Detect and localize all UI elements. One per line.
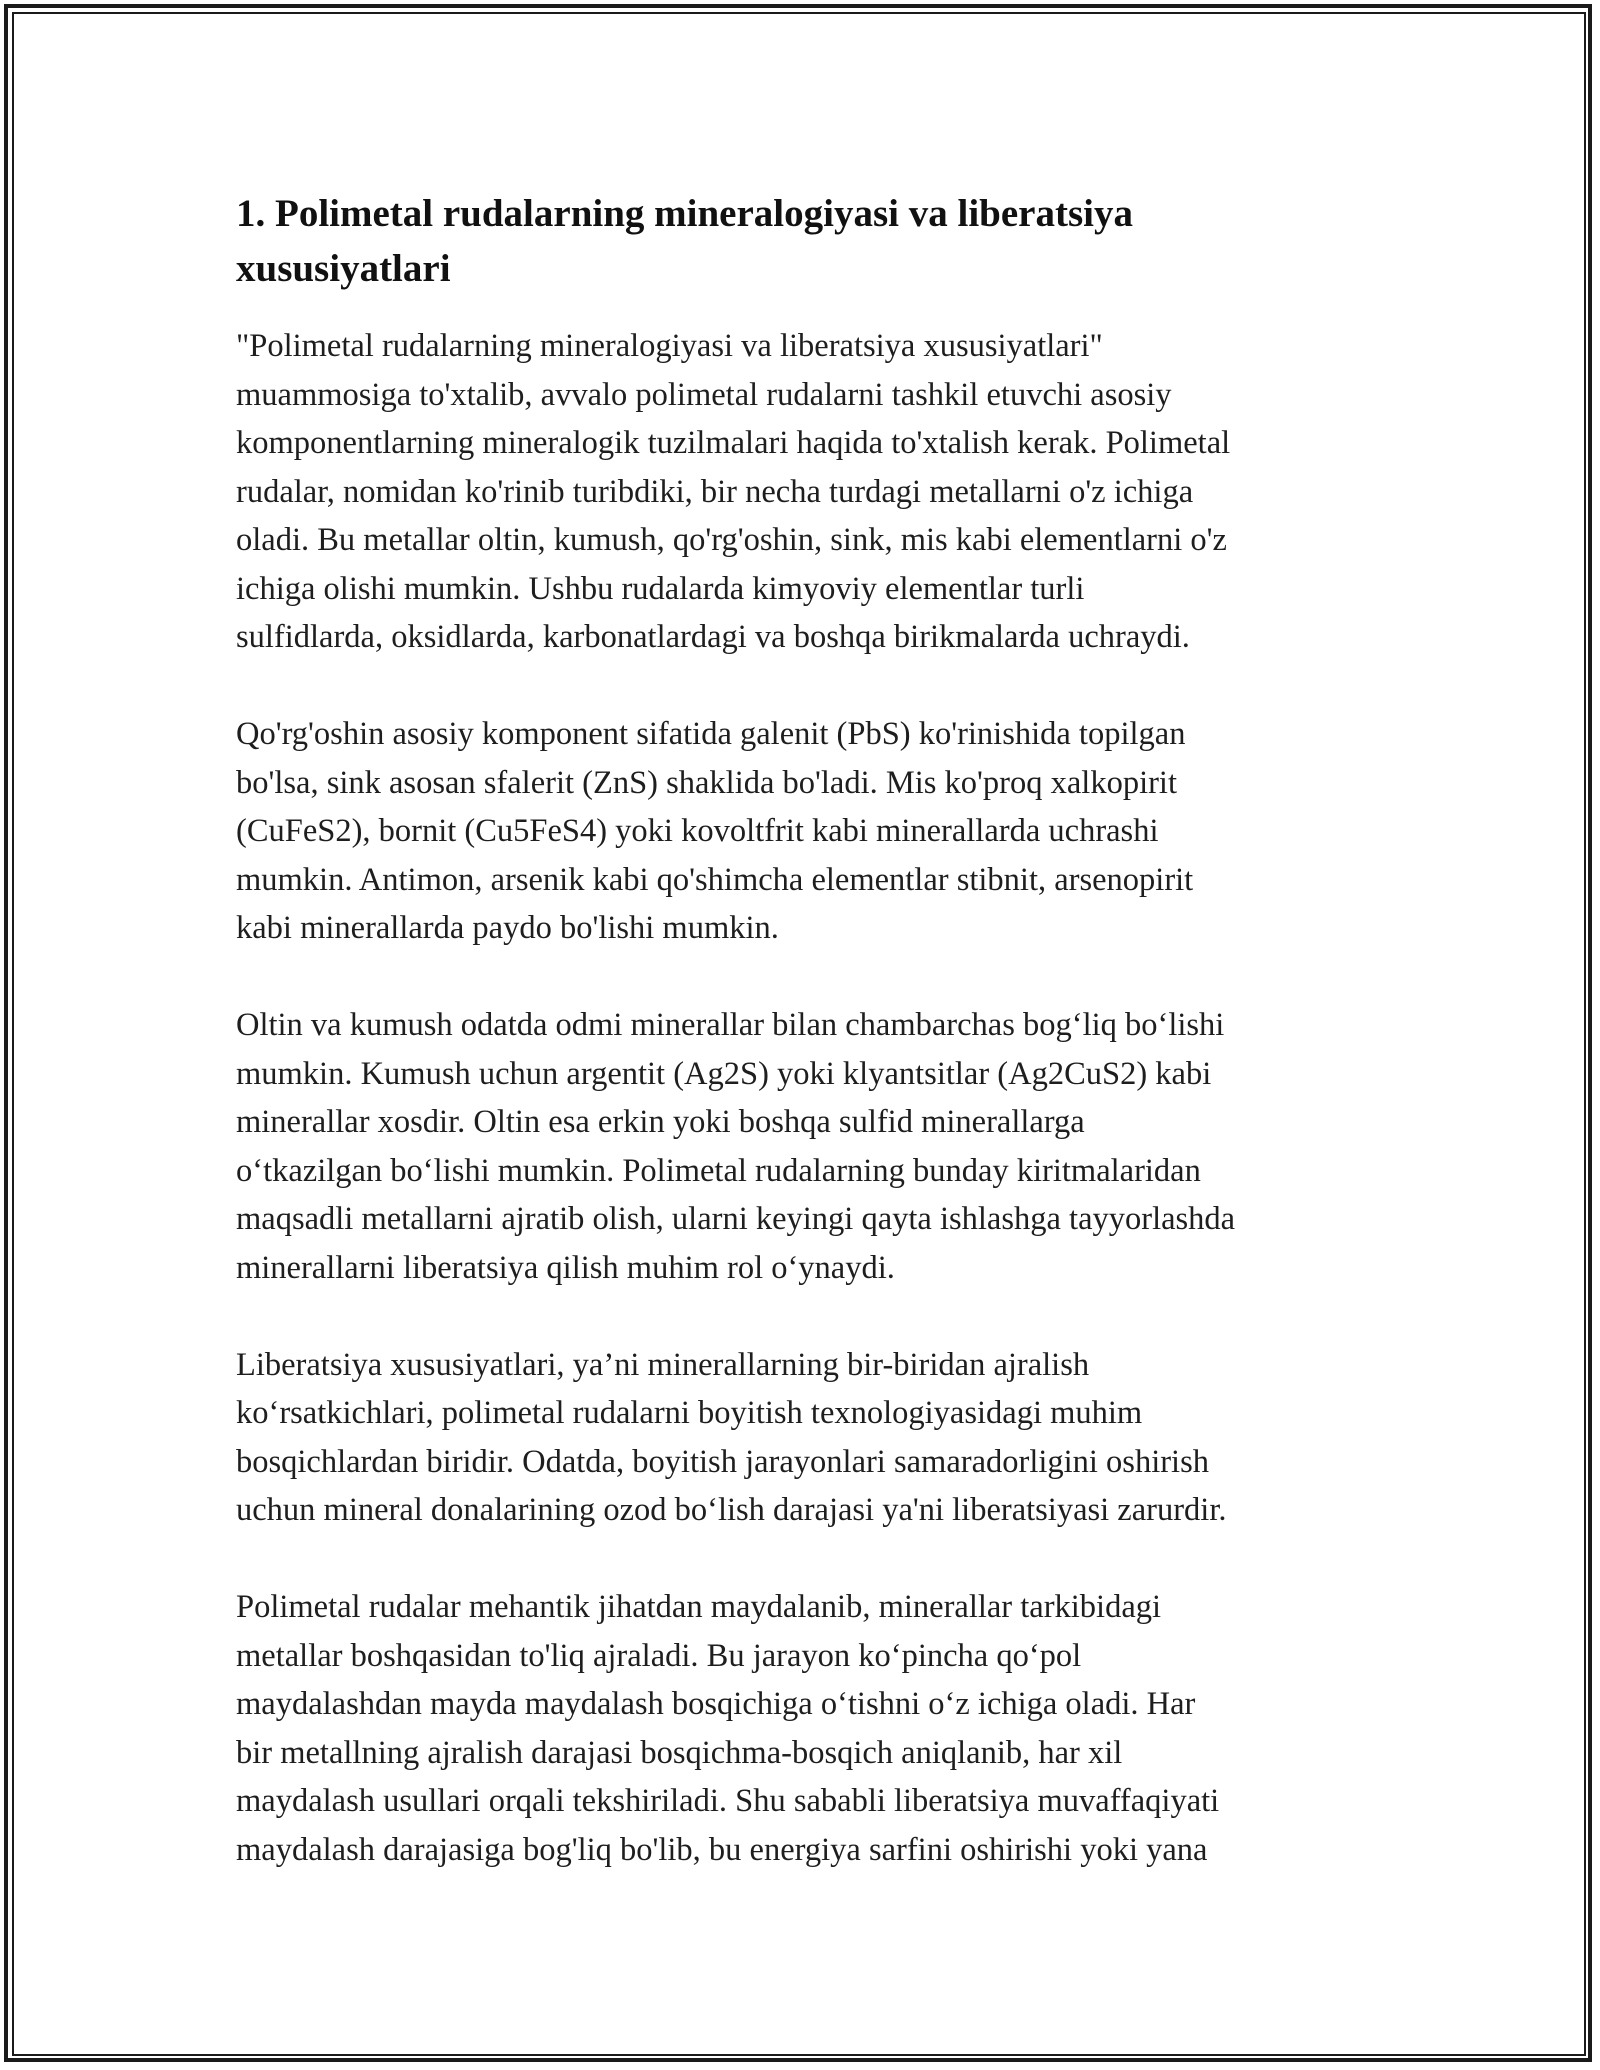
paragraph-2: Qo'rg'oshin asosiy komponent sifatida galenit (PbS) ko'rinishida topilgan bo'lsa, sink asosan sfalerit (ZnS) shaklida bo'ladi. Mis ko'proq xalkopirit (CuFeS2), bornit (Cu5FeS4) yoki kovoltfrit kabi minerallarda uchrashi mumkin. Antimon, arsenik kabi qo'shimcha elementlar stibnit, arsenopirit kabi minerallarda paydo bo'lishi mumkin. [236,716,1194,946]
section-heading: 1. Polimetal rudalarning mineralogiyasi va liberatsiya xususiyatlari [236,192,1133,290]
paragraph-5: Polimetal rudalar mehantik jihatdan maydalanib, minerallar tarkibidagi metallar boshqasidan to'liq ajraladi. Bu jarayon ko‘pincha qo‘pol maydalashdan mayda maydalash bosqichiga o‘tishni o‘z ichiga oladi. Har bir metallning ajralish darajasi bosqichma-bosqich aniqlanib, har xil maydalash usullari orqali tekshiriladi. Shu sababli liberatsiya muvaffaqiyati maydalash darajasiga bog'liq bo'lib, bu energiya sarfini oshirishi yoki yana [236,1589,1220,1868]
paragraph-3: Oltin va kumush odatda odmi minerallar bilan chambarchas bog‘liq bo‘lishi mumkin. Kumush uchun argentit (Ag2S) yoki klyantsitlar (Ag2CuS2) kabi minerallar xosdir. Oltin esa erkin yoki boshqa sulfid minerallarga o‘tkazilgan bo‘lishi mumkin. Polimetal rudalarning bunday kiritmalaridan maqsadli metallarni ajratib olish, ularni keyingi qayta ishlashga tayyorlashda minerallarni liberatsiya qilish muhim rol o‘ynaydi. [236,1007,1236,1286]
document-body [236,186,1366,1923]
paragraph-1: "Polimetal rudalarning mineralogiyasi va liberatsiya xususiyatlari" muammosiga to'xtalib, avvalo polimetal rudalarni tashkil etuvchi asosiy komponentlarning mineralogik tuzilmalari haqida to'xtalish kerak. Polimetal rudalar, nomidan ko'rinib turibdiki, bir necha turdagi metallarni o'z ichiga oladi. Bu metallar oltin, kumush, qo'rg'oshin, sink, mis kabi elementlarni o'z ichiga olishi mumkin. Ushbu rudalarda kimyoviy elementlar turli sulfidlarda, oksidlarda, karbonatlardagi va boshqa birikmalarda uchraydi. [236,328,1231,655]
paragraph-4: Liberatsiya xususiyatlari, ya’ni minerallarning bir-biridan ajralish ko‘rsatkichlari, polimetal rudalarni boyitish texnologiyasidagi muhim bosqichlardan biridir. Odatda, boyitish jarayonlari samaradorligini oshirish uchun mineral donalarining ozod bo‘lish darajasi ya'ni liberatsiyasi zarurdir. [236,1346,1227,1528]
